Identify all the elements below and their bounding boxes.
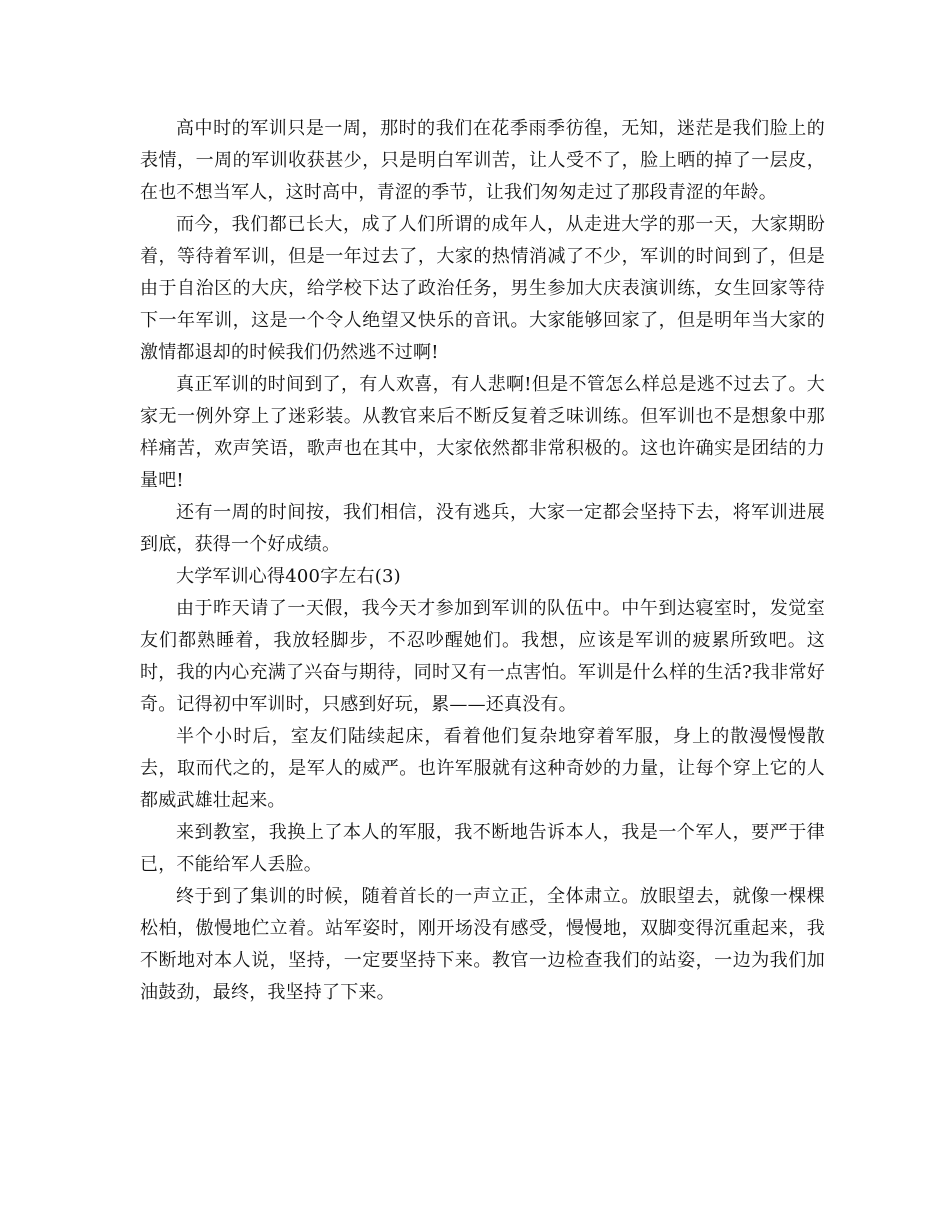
paragraph-one-more-week: 还有一周的时间按，我们相信，没有逃兵，大家一定都会坚持下去，将军训进展到底，获得一个好成绩。: [140, 502, 825, 555]
paragraph-classroom: 来到教室，我换上了本人的军服，我不断地告诉本人，我是一个军人，要严于律已，不能给军人丢脸。: [140, 822, 825, 875]
paragraph-took-leave: 由于昨天请了一天假，我今天才参加到军训的队伍中。中午到达寝室时，发觉室友们都熟睡着，我放轻脚步，不忍吵醒她们。我想，应该是军训的疲累所致吧。这时，我的内心充满了兴奋与期待，同时又有一点害怕。军训是什么样的生活?我非常好奇。记得初中军训时，只感到好玩，累——还真没有。: [140, 598, 825, 715]
paragraph-assembly: 终于到了集训的时候，随着首长的一声立正，全体肃立。放眼望去，就像一棵棵松柏，傲慢地伫立着。站军姿时，刚开场没有感受，慢慢地，双脚变得沉重起来，我不断地对本人说，坚持，一定要坚持下来。教官一边检查我们的站姿，一边为我们加油鼓劲，最终，我坚持了下来。: [140, 886, 825, 1003]
paragraph-real-training: 真正军训的时间到了，有人欢喜，有人悲啊!但是不管怎么样总是逃不过去了。大家无一例外穿上了迷彩装。从教官来后不断反复着乏味训练。但军训也不是想象中那样痛苦，欢声笑语，歌声也在其中，大家依然都非常积极的。这也许确实是团结的力量吧!: [140, 374, 825, 491]
document-body: [140, 113, 825, 1009]
paragraph-half-hour-later: 半个小时后，室友们陆续起床，看着他们复杂地穿着军服，身上的散漫慢慢散去，取而代之的，是军人的威严。也许军服就有这种奇妙的力量，让每个穿上它的人都威武雄壮起来。: [140, 726, 825, 811]
paragraph-now-grown-up: 而今，我们都已长大，成了人们所谓的成年人，从走进大学的那一天，大家期盼着，等待着军训，但是一年过去了，大家的热情消减了不少，军训的时间到了，但是由于自治区的大庆，给学校下达了政治任务，男生参加大庆表演训练，女生回家等待下一年军训，这是一个令人绝望又快乐的音讯。大家能够回家了，但是明年当大家的激情都退却的时候我们仍然逃不过啊!: [140, 214, 825, 363]
section-heading: 大学军训心得400字左右(3): [176, 566, 401, 587]
paragraph-high-school-training: 高中时的军训只是一周，那时的我们在花季雨季彷徨，无知，迷茫是我们脸上的表情，一周的军训收获甚少，只是明白军训苦，让人受不了，脸上晒的掉了一层皮，在也不想当军人，这时高中，青涩的季节，让我们匆匆走过了那段青涩的年龄。: [140, 118, 825, 203]
